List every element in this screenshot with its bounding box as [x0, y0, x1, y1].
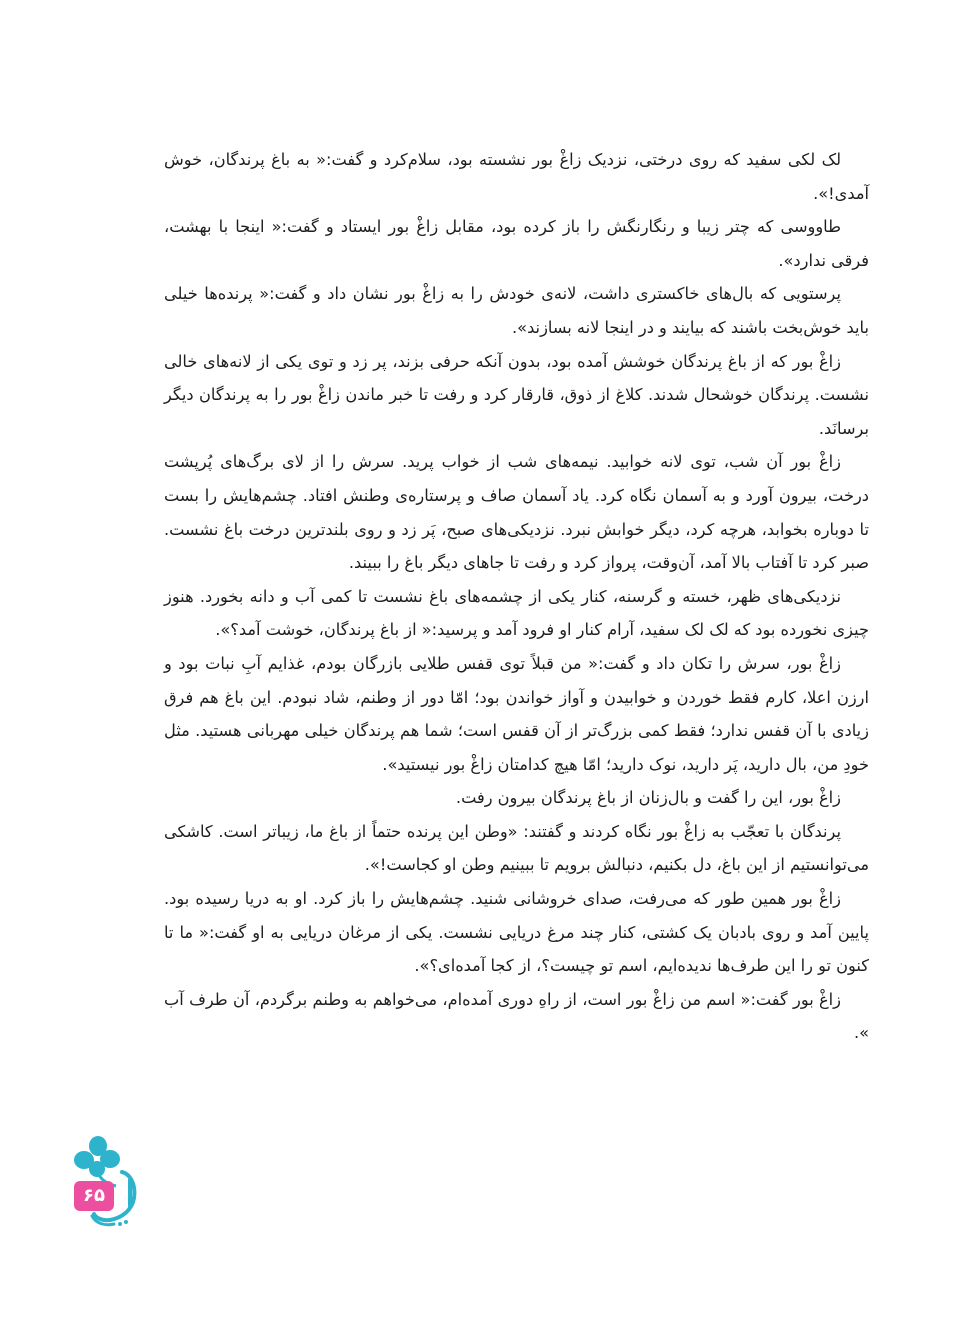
- paragraph-5: زاغْ بور آن شب، توی لانه خوابید. نیمه‌های شب از خواب پرید. سرش را از لای برگ‌های پُرپشت درخت، بیرون آورد و به آسمان نگاه کرد. یاد آسمان صاف و پرستاره‌ی وطنش افتاد. چشم‌هایش را بست تا دوباره بخوابد، هرچه کرد، دیگر خوابش نبرد. نزدیکی‌های صبح، پَر زد و روی بلندترین درخت باغ نشست. صبر کرد تا آفتاب بالا آمد، آن‌وقت، پرواز کرد و رفت تا جاهای دیگر باغ را ببیند.: [164, 452, 869, 573]
- paragraph-10: زاغْ بور همین طور که می‌رفت، صدای خروشانی شنید. چشم‌هایش را باز کرد. او به دریا رسیده بود. پایین آمد و روی بادبان یک کشتی، کنار چند مرغ دریایی نشست. یکی از مرغان دریایی به او گفت:« ما تا کنون تو را این طرف‌ها ندیده‌ایم، اسم تو چیست؟، از کجا آمده‌ای؟».: [164, 889, 869, 976]
- paragraph-8: زاغْ بور، این را گفت و بال‌زنان از باغ پرندگان بیرون رفت.: [455, 788, 841, 808]
- paragraph-6: نزدیکی‌های ظهر، خسته و گرسنه، کنار یکی از چشمه‌های باغ نشست تا کمی آب و دانه بخورد. هنوز چیزی نخورده بود که لک لک سفید، آرام کنار او فرود آمد و پرسید:« از باغ پرندگان، خوشت آمد؟».: [164, 586, 869, 640]
- story-text: [164, 143, 869, 1050]
- paragraph-7: زاغْ بور، سرش را تکان داد و گفت:« من قبلاً توی قفس طلایی بازرگان بودم، غذایم آبِ نبات بود و ارزن اعلا، کارم فقط خوردن و خوابیدن و آواز خواندن بود؛ امّا دور از وطنم، شاد نبودم. این باغ هم فرق زیادی با آن قفس ندارد؛ فقط کمی بزرگ‌تر از آن قفس است؛ شما هم پرندگان خیلی مهربانی هستید. مثل خودِ من، بال دارید، پَر دارید، نوک دارید؛ امّا هیچ کدامتان زاغْ بور نیستید».: [164, 653, 869, 774]
- paragraph-4: زاغْ بور که از باغ پرندگان خوشش آمده بود، بدون آنکه حرفی بزند، پر زد و توی یکی از لانه‌های خالی نشست. پرندگان خوشحال شدند. کلاغ از ذوق، قارقار کرد و رفت تا خبر ماندن زاغْ بور را به پرندگان دیگر برسانَد.: [164, 351, 869, 438]
- paragraph-3: پرستویی که بال‌های خاکستری داشت، لانه‌ی خودش را به زاغْ بور نشان داد و گفت:« پرنده‌ها خیلی باید خوش‌بخت باشند که بیایند و در اینجا لانه بسازند».: [164, 284, 869, 337]
- paragraph-1: لک لکی سفید که روی درختی، نزدیک زاغْ بور نشسته بود، سلام‌کرد و گفت:« به باغ پرندگان، خوش آمدی!».: [164, 150, 869, 203]
- farsi-logo: [70, 1132, 150, 1228]
- paragraph-11: زاغْ بور گفت:« اسم من زاغْ بور است، از راهِ دوری آمده‌ام، می‌خواهم به وطنم برگردم، آن طرف آب ».: [164, 989, 869, 1043]
- leaf-logo-icon: [70, 1132, 150, 1228]
- page-number-badge: ۶۵: [74, 1181, 114, 1211]
- paragraph-9: پرندگان با تعجّب به زاغْ بور نگاه کردند و گفتند: «وطن این پرنده حتماً از باغ ما، زیباتر است. کاشکی می‌توانستیم از این باغ، دل بکنیم، دنبالش برویم تا ببینیم وطن او کجاست!».: [164, 821, 869, 875]
- paragraph-2: طاووسی که چتر زیبا و رنگارنگش را باز کرده بود، مقابل زاغْ بور ایستاد و گفت:« اینجا با بهشت، فرقی ندارد».: [164, 217, 869, 270]
